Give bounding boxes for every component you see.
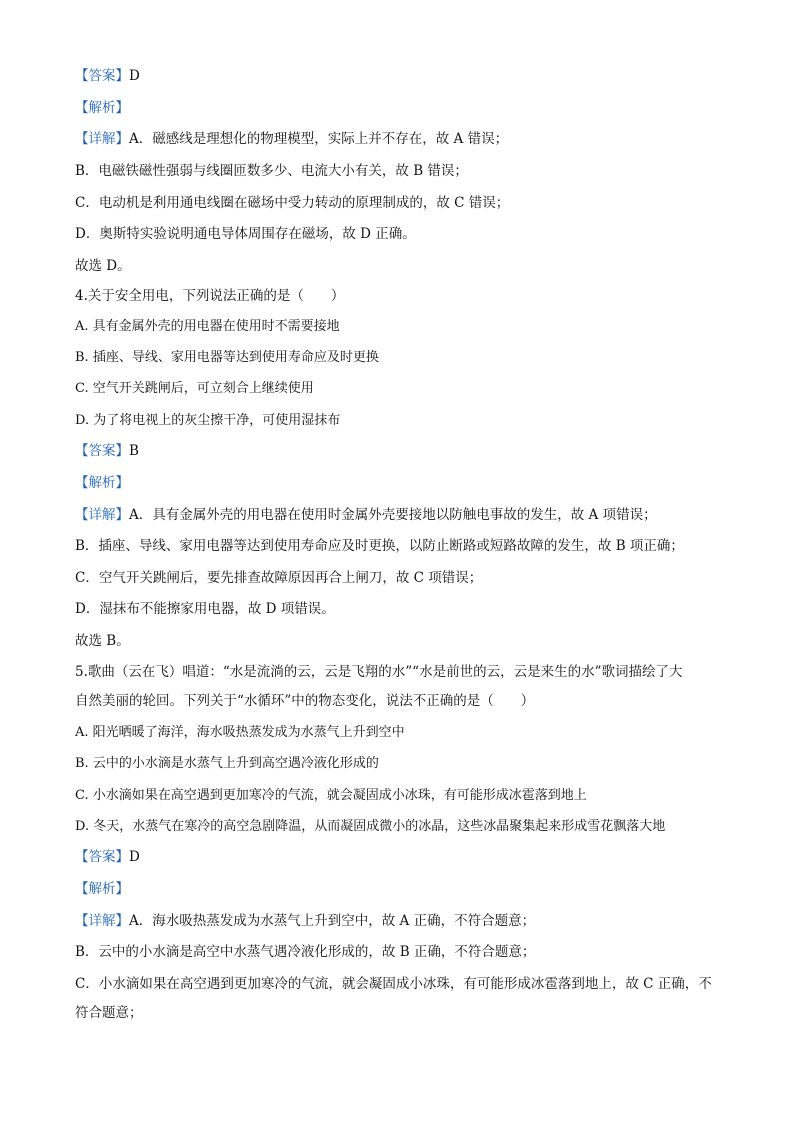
detail-text: A．海水吸热蒸发成为水蒸气上升到空中，故 A 正确，不符合题意； — [129, 913, 536, 929]
answer-tag: 【答案】 — [75, 443, 129, 459]
q5-detail — [75, 912, 735, 930]
q4-answer — [75, 442, 735, 460]
q3-conclusion: 故选 D。 — [75, 258, 131, 274]
q3-explanation-b: B．电磁铁磁性强弱与线圈匝数多少、电流大小有关，故 B 错误； — [75, 163, 468, 179]
detail-tag: 【详解】 — [75, 913, 129, 929]
detail-tag: 【详解】 — [75, 507, 129, 523]
answer-value: B — [129, 443, 139, 459]
q3-explanation-d: D．奥斯特实验说明通电导体周围存在磁场，故 D 正确。 — [75, 226, 416, 242]
analysis-tag: 【解析】 — [75, 475, 129, 491]
q4-explanation-b: B．插座、导线、家用电器等达到使用寿命应及时更换，以防止断路或短路故障的发生，故 B 项正确； — [75, 538, 684, 554]
q4-option-b: B. 插座、导线、家用电器等达到使用寿命应及时更换 — [75, 350, 379, 365]
answer-value: D — [129, 68, 140, 84]
q3-detail — [75, 130, 735, 148]
q3-analysis — [75, 99, 735, 117]
q5-explanation-b: B．云中的小水滴是高空中水蒸气遇冷液化形成的，故 B 正确，不符合题意； — [75, 944, 536, 960]
q4-option-d: D. 为了将电视上的灰尘擦干净，可使用湿抹布 — [75, 413, 341, 428]
q4-question: 4.关于安全用电，下列说法正确的是（ ） — [75, 288, 345, 304]
q5-option-a: A. 阳光晒暖了海洋，海水吸热蒸发成为水蒸气上升到空中 — [75, 725, 405, 740]
q5-answer — [75, 848, 735, 866]
q3-explanation-c: C．电动机是利用通电线圈在磁场中受力转动的原理制成的，故 C 错误； — [75, 195, 510, 211]
detail-text: A．磁感线是理想化的物理模型，实际上并不存在，故 A 错误； — [129, 131, 509, 147]
q4-option-a: A. 具有金属外壳的用电器在使用时不需要接地 — [75, 319, 340, 334]
q3-answer — [75, 67, 735, 85]
q4-explanation-d: D．湿抹布不能擦家用电器，故 D 项错误。 — [75, 601, 335, 617]
q5-question-line2: 自然美丽的轮回。下列关于“水循环”中的物态变化，说法不正确的是（ ） — [75, 693, 535, 709]
analysis-tag: 【解析】 — [75, 881, 129, 897]
detail-tag: 【详解】 — [75, 131, 129, 147]
q4-option-c: C. 空气开关跳闸后，可立刻合上继续使用 — [75, 381, 314, 396]
q5-analysis — [75, 880, 735, 898]
q5-option-b: B. 云中的小水滴是水蒸气上升到高空遇冷液化形成的 — [75, 756, 379, 771]
q5-question-line1: 5.歌曲（云在飞）唱道：“水是流淌的云，云是飞翔的水”“水是前世的云，云是来生的水”歌词描绘了大 — [75, 664, 683, 680]
answer-tag: 【答案】 — [75, 849, 129, 865]
answer-tag: 【答案】 — [75, 68, 129, 84]
answer-value: D — [129, 849, 140, 865]
analysis-tag: 【解析】 — [75, 100, 129, 116]
q4-explanation-c: C．空气开关跳闸后，要先排查故障原因再合上闸刀，故 C 项错误； — [75, 570, 483, 586]
q4-analysis — [75, 474, 735, 492]
q5-explanation-c: C．小水滴如果在高空遇到更加寒冷的气流，就会凝固成小冰珠，有可能形成冰雹落到地上，故 C 正确，不 — [75, 976, 712, 992]
q4-detail — [75, 506, 735, 524]
detail-text: A．具有金属外壳的用电器在使用时金属外壳要接地以防触电事故的发生，故 A 项错误； — [129, 507, 657, 523]
q5-explanation-c-cont: 符合题意； — [75, 1005, 143, 1021]
q4-conclusion: 故选 B。 — [75, 633, 130, 649]
q5-option-c: C. 小水滴如果在高空遇到更加寒冷的气流，就会凝固成小冰珠，有可能形成冰雹落到地上 — [75, 788, 587, 803]
q5-option-d: D. 冬天，水蒸气在寒冷的高空急剧降温，从而凝固成微小的冰晶，这些冰晶聚集起来形成雪花飘落大地 — [75, 819, 666, 834]
